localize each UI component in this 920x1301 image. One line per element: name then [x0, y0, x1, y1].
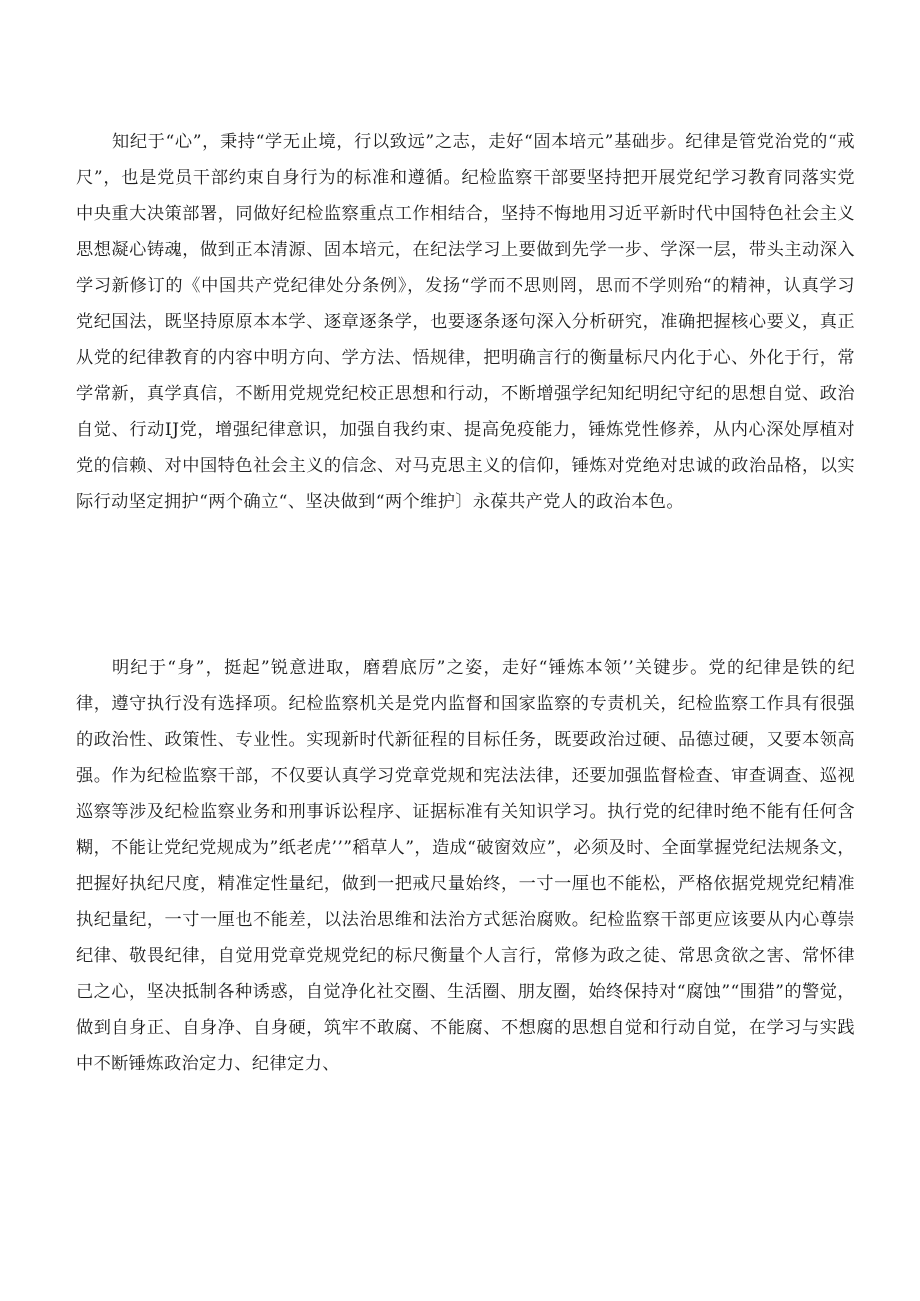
paragraph-2: 明纪于“身”，挺起”锐意进取，磨碧底厉”之姿，走好“锤炼本领’’关键步。党的纪律是铁的纪律，遵守执行没有选择项。纪检监察机关是党内监督和国家监察的专责机关，纪检监察工作具有很强的政治性、政策性、专业性。实现新时代新征程的目标任务，既要政治过硬、品德过硬，又要本领高强。作为纪检监察干部，不仅要认真学习党章党规和宪法法律，还要加强监督检查、审查调查、巡视巡察等涉及纪检监察业务和刑事诉讼程序、证据标准有关知识学习。执行党的纪律时绝不能有任何含糊，不能让党纪党规成为”纸老虎’’”稻草人”，造成“破窗效应”，必须及时、全面掌握党纪法规条文，把握好执纪尺度，精准定性量纪，做到一把戒尺量始终，一寸一厘也不能松，严格依据党规党纪精准执纪量纪，一寸一厘也不能差，以法治思维和法治方式惩治腐败。纪检监察干部更应该要从内心尊崇纪律、敬畏纪律，自觉用党章党规党纪的标尺衡量个人言行，常修为政之徒、常思贪欲之害、常怀律己之心，坚决抵制各种诱惑，自觉净化社交圈、生活圈、朋友圈，始终保持对“腐蚀”“围猎”的警觉，做到自身正、自身净、自身硬，筑牢不敢腐、不能腐、不想腐的思想自觉和行动自觉，在学习与实践中不断锤炼政治定力、纪律定力、: [76, 658, 855, 1074]
paragraph-1: 知纪于“心”，秉持“学无止境，行以致远”之志，走好“固本培元”基础步。纪律是管党治党的“戒尺”，也是党员干部约束自身行为的标准和遵循。纪检监察干部要坚持把开展党纪学习教育同落实党中央重大决策部署，同做好纪检监察重点工作相结合，坚持不悔地用习近平新时代中国特色社会主义思想凝心铸魂，做到正本清源、固本培元，在纪法学习上要做到先学一步、学深一层，带头主动深入学习新修订的《中国共产党纪律处分条例》，发扬“学而不思则罔，思而不学则殆“的精神，认真学习党纪国法，既坚持原原本本学、逐章逐条学，也要逐条逐句深入分析研究，准确把握核心要义，真正从党的纪律教育的内容中明方向、学方法、悟规律，把明确言行的衡量标尺内化于心、外化于行，常学常新，真学真信，不断用党规党纪校正思想和行动，不断增强学纪知纪明纪守纪的思想自觉、政治自觉、行动IJ党，增强纪律意识，加强自我约束、提高免疫能力，锤炼党性修养，从内心深处厚植对党的信赖、对中国特色社会主义的信念、对马克思主义的信仰，锤炼对党绝对忠诚的政治品格，以实际行动坚定拥护“两个确立“、坚决做到“两个维护〕永葆共产党人的政治本色。: [76, 132, 855, 512]
